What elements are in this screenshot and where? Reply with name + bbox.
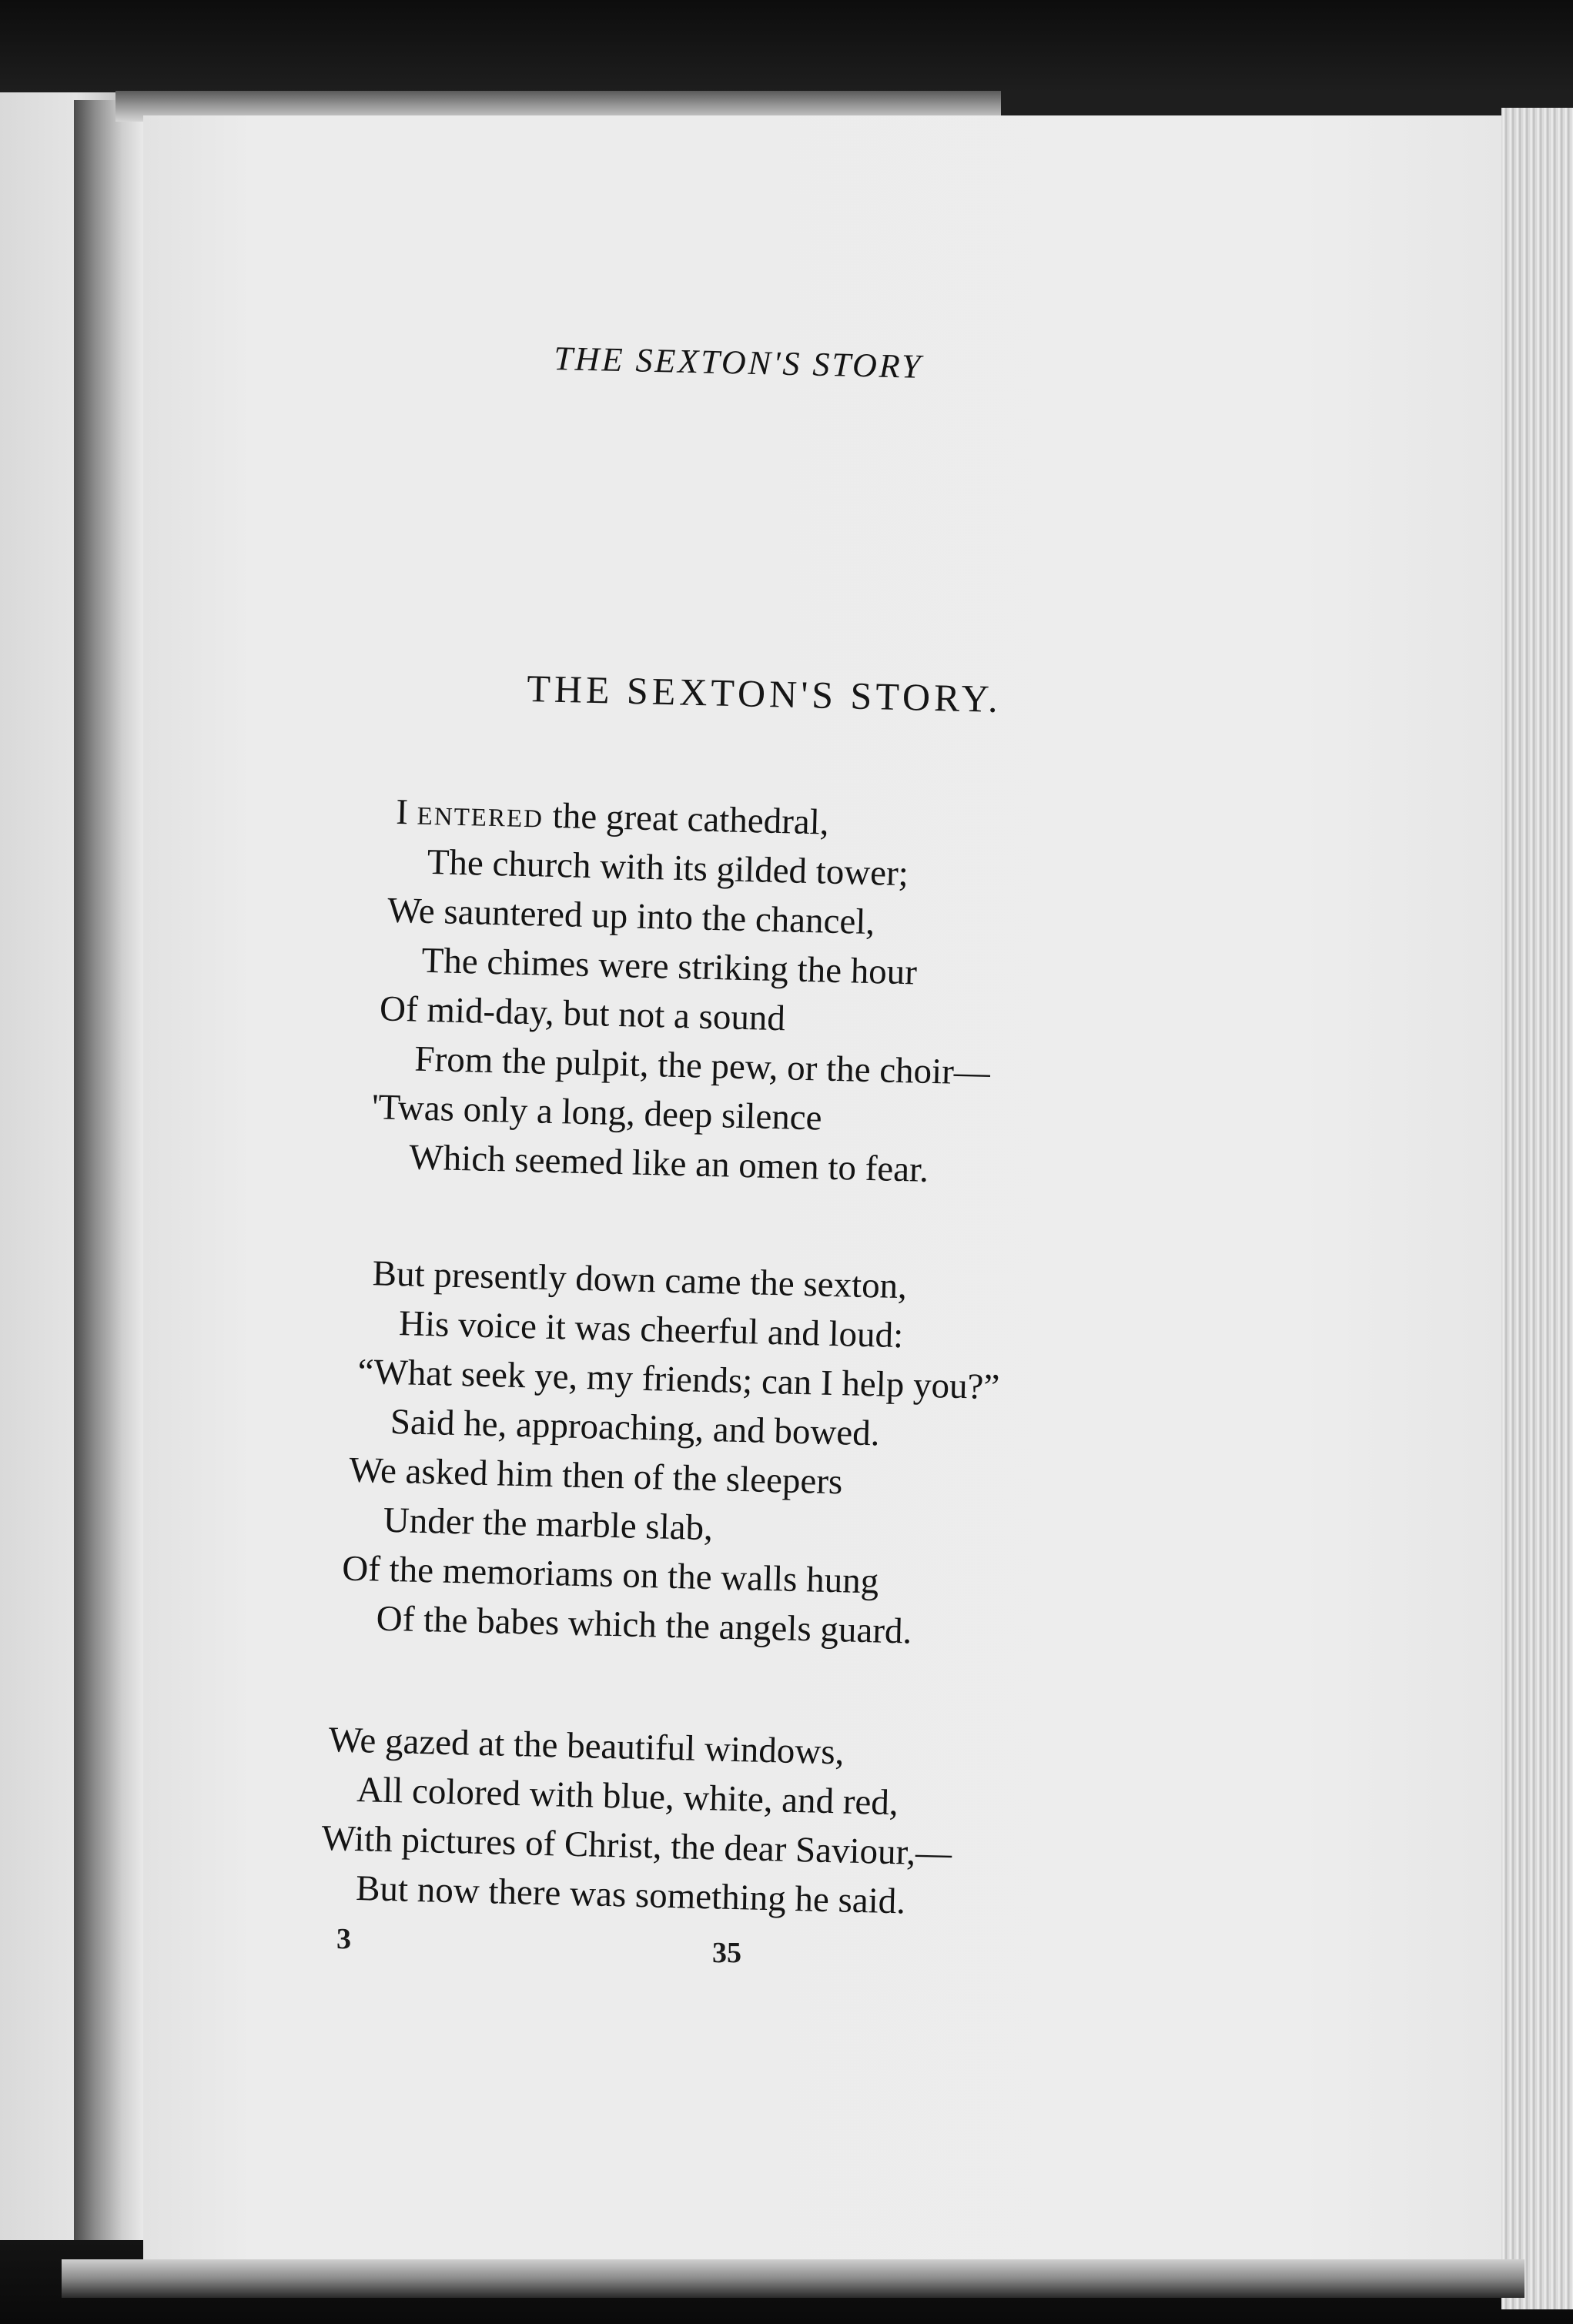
poem-line: But presently down came the sexton,	[372, 1253, 908, 1307]
poem-title: THE SEXTON'S STORY.	[526, 666, 1002, 721]
poem-line: 'Twas only a long, deep silence	[371, 1087, 823, 1139]
poem-line: We gazed at the beautiful windows,	[328, 1720, 845, 1773]
poem-line: With pictures of Christ, the dear Saviour,—	[321, 1817, 952, 1874]
poem-line: The church with its gilded tower;	[427, 841, 909, 894]
page-number: 35	[712, 1937, 741, 1969]
poem-line: His voice it was cheerful and loud:	[398, 1303, 904, 1356]
poem-line: From the pulpit, the pew, or the choir—	[413, 1038, 991, 1093]
poem-line: The chimes were striking the hour	[421, 940, 918, 993]
poem-line: Of mid-day, but not a sound	[379, 988, 786, 1039]
poem-line: We sauntered up into the chancel,	[387, 890, 875, 943]
poem-line: Which seemed like an omen to fear.	[408, 1137, 929, 1190]
poem-line: Said he, approaching, and bowed.	[390, 1401, 881, 1454]
poem-line: We asked him then of the sleepers	[348, 1450, 843, 1503]
poem-line: All colored with blue, white, and red,	[356, 1770, 899, 1824]
poem-line: I entered the great cathedral,	[395, 791, 830, 843]
page-fore-edge	[1501, 108, 1573, 2309]
book-gutter	[74, 100, 143, 2240]
poem-line: But now there was something he said.	[355, 1868, 906, 1922]
poem-line: Of the babes which the angels guard.	[376, 1598, 912, 1652]
poem-line: Under the marble slab,	[383, 1500, 714, 1549]
poem-line: “What seek ye, my friends; can I help you?”	[356, 1351, 1000, 1408]
signature-mark: 3	[336, 1923, 351, 1955]
page-bottom-edge	[62, 2259, 1524, 2298]
poem-line: Of the memoriams on the walls hung	[341, 1548, 879, 1602]
running-head: THE SEXTON'S STORY	[553, 339, 923, 386]
